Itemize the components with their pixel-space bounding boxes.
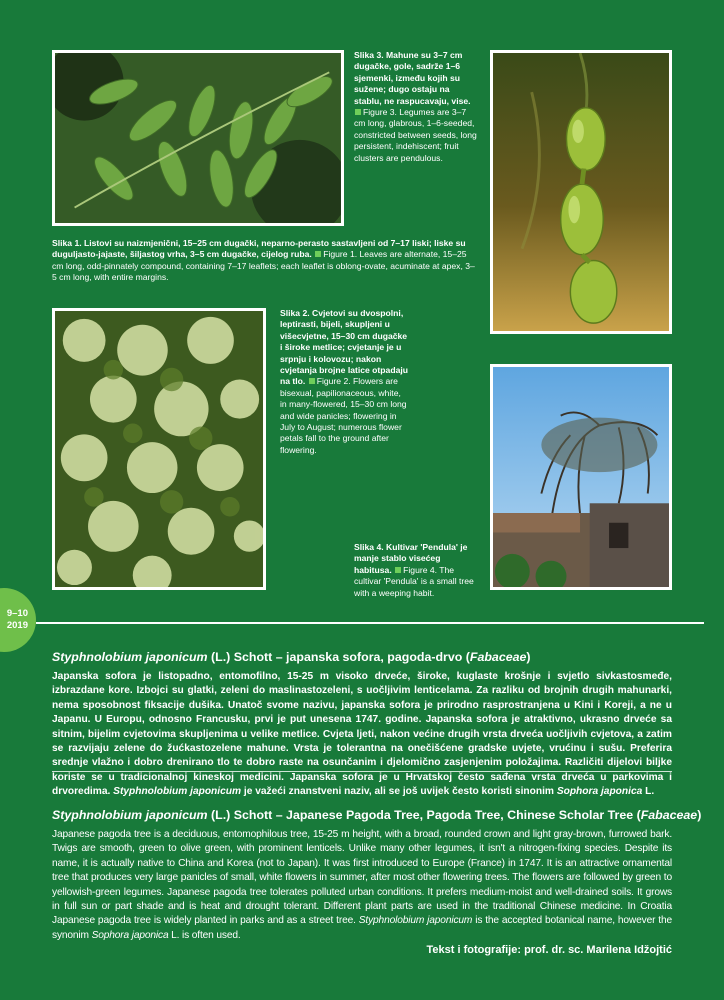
en-body-c: L. is often used. xyxy=(168,929,241,941)
issue-year: 2019 xyxy=(6,620,28,631)
photo-pods xyxy=(490,50,672,334)
square-bullet-icon xyxy=(395,567,401,573)
en-body-b: is the accepted botanical name, however the synonim xyxy=(52,915,672,941)
photo-flowers xyxy=(52,308,266,590)
hr-body xyxy=(52,670,672,800)
caption-figure-4-en: Figure 4. The cultivar 'Pendula' is a small tree with a weeping habit. xyxy=(354,564,474,598)
caption-figure-2 xyxy=(280,308,408,456)
en-body-a: Japanese pagoda tree is a deciduous, entomophilous tree, 15-25 m height, with a broad, rounded crown and light gray-brown, furrowed bark. Twigs are smooth, green to olive green, with prominent lenticels. Unlike many other legumes, it isn't a nitrogen-fixing species. Despite its name, it is actually native to China and Korea (not to Japan). It was first introduced to Europe (France) in 1747. It is an attractive ornamental tree that produces very large panicles of small, white flowers in summer, after most other flowering trees. The flowers are followed by green to yellowish-green legumes. Japanese pagoda tree tolerates polluted urban conditions. It prefers medium-moist and well-drained soils. It grows in full sun or part shade and is heat and drought tolerant. Different plant parts are used in the traditional Chinese medicine. In Croatia Japanese pagoda tree is widely planted in parks and as a street tree. xyxy=(52,829,672,927)
hr-heading-latin: Styphnolobium japonicum xyxy=(52,650,208,664)
en-heading-author: (L.) Schott – Japanese Pagoda Tree, Pagoda Tree, Chinese Scholar Tree ( xyxy=(211,808,641,822)
caption-figure-2-hr: Slika 2. Cvjetovi su dvospolni, leptirasti, bijeli, skupljeni u višecvjetne, 15–30 cm dugačke i široke metlice; cvjetanje je u srpnju i kolovozu; nakon cvjetanja brojne latice otpadaju na tlo. xyxy=(280,308,408,387)
caption-figure-3 xyxy=(354,50,478,164)
hr-heading-author: (L.) Schott – japanska sofora, pagoda-drvo ( xyxy=(211,650,470,664)
hr-heading-family: Fabaceae xyxy=(469,650,527,664)
caption-figure-1-hr: Slika 1. Listovi su naizmjenični, 15–25 cm dugački, neparno-perasto sastavljeni od 7–17 liski; liske su duguljasto-jajaste, šiljastog vrha, 3–5 cm dugačke, cijelog ruba. xyxy=(52,238,466,260)
hr-heading-close: ) xyxy=(526,650,531,664)
en-heading xyxy=(52,808,702,822)
caption-figure-1-en: Figure 1. Leaves are alternate, 15–25 cm long, odd-pinnately compound, containing 7–17 leaflets; each leaflet is oblong-ovate, acuminate at apex, 3–5 cm long, with entire margins. xyxy=(52,249,475,283)
en-body xyxy=(52,828,672,943)
hr-body-latin1: Styphnolobium japonicum xyxy=(113,786,242,798)
divider-middle xyxy=(52,771,672,772)
divider-top xyxy=(36,622,704,624)
en-body-latin1: Styphnolobium japonicum xyxy=(358,915,473,927)
square-bullet-icon xyxy=(315,251,321,257)
caption-figure-4-hr: Slika 4. Kultivar 'Pendula' je manje stablo visećeg habitusa. xyxy=(354,542,468,575)
caption-figure-3-en: Figure 3. Legumes are 3–7 cm long, glabrous, 1–6-seeded, constricted between seeds, long persistent, indehiscent; fruit clusters are pendulous. xyxy=(354,107,477,163)
en-body-latin2: Sophora japonica xyxy=(91,929,169,941)
page-number-badge xyxy=(0,588,36,652)
en-heading-latin: Styphnolobium japonicum xyxy=(52,808,208,822)
caption-figure-3-hr: Slika 3. Mahune su 3–7 cm dugačke, gole, sadrže 1–6 sjemenki, između kojih su sužene; dugo ostaju na stablu, ne raspucavaju, vise. xyxy=(354,50,471,106)
photo-leaves xyxy=(52,50,344,226)
hr-heading xyxy=(52,650,692,664)
caption-figure-4 xyxy=(354,542,478,599)
hr-body-a: Japanska sofora je listopadno, entomofilno, 15-25 m visoko drveće, široke, kuglaste krošnje i svjetlo sivkastosmeđe, izbrazdane kore. Izbojci su glatki, zeleni do maslinastozeleni, s uočljivim lenticelama. Za razliku od brojnih drugih mahunarki, nema sposobnost fiksacije dušika. Unatoč svome nazivu, japanska sofora je prirodno rasprostranjena u Kini i Koreji, a ne u Japanu. U Europu, odnosno Francusku, prvi je put unesena 1747. godine. Japanska sofora je atraktivno, ukrasno drveće sa sitnim, bijelim cvjetovima skupljenima u velike metlice. Cvjeta ljeti, nakon većine drugih vrsta drveća uočljivih cvjetova, a zatim se razvijaju zelene do žućkastozelene mahune. Vrsta je tolerantna na onečišćene gradske uvjete, vrućinu i sušu. Preferira srednje vlažno i dobro drenirano tlo te dobro raste na osunčanim i djelomično zasjenjenim položajima. Različiti dijelovi biljke koriste se u tradicionalnoj kineskoj medicini. Japanska sofora je u Hrvatskoj često sađena vrsta drveća u parkovima i drvoredima. xyxy=(52,671,672,798)
en-heading-close: ) xyxy=(697,808,702,822)
caption-figure-1 xyxy=(52,238,476,284)
caption-figure-2-en: Figure 2. Flowers are bisexual, papilionaceous, white, in many-flowered, 15–30 cm long and wide panicles; flowering in July to August; numerous flower petals fall to the ground after flowering. xyxy=(280,376,407,455)
hr-body-b: je važeći znanstveni naziv, ali se još uvijek često koristi sinonim xyxy=(241,786,557,798)
page-range: 9–10 xyxy=(6,608,28,619)
hr-body-c: L. xyxy=(642,786,655,798)
hr-body-latin2: Sophora japonica xyxy=(556,786,643,798)
square-bullet-icon xyxy=(355,109,361,115)
photo-credit: Tekst i fotografije: prof. dr. sc. Marilena Idžojtić xyxy=(426,944,672,956)
square-bullet-icon xyxy=(309,378,315,384)
en-heading-family: Fabaceae xyxy=(640,808,698,822)
photo-weeping-tree xyxy=(490,364,672,590)
